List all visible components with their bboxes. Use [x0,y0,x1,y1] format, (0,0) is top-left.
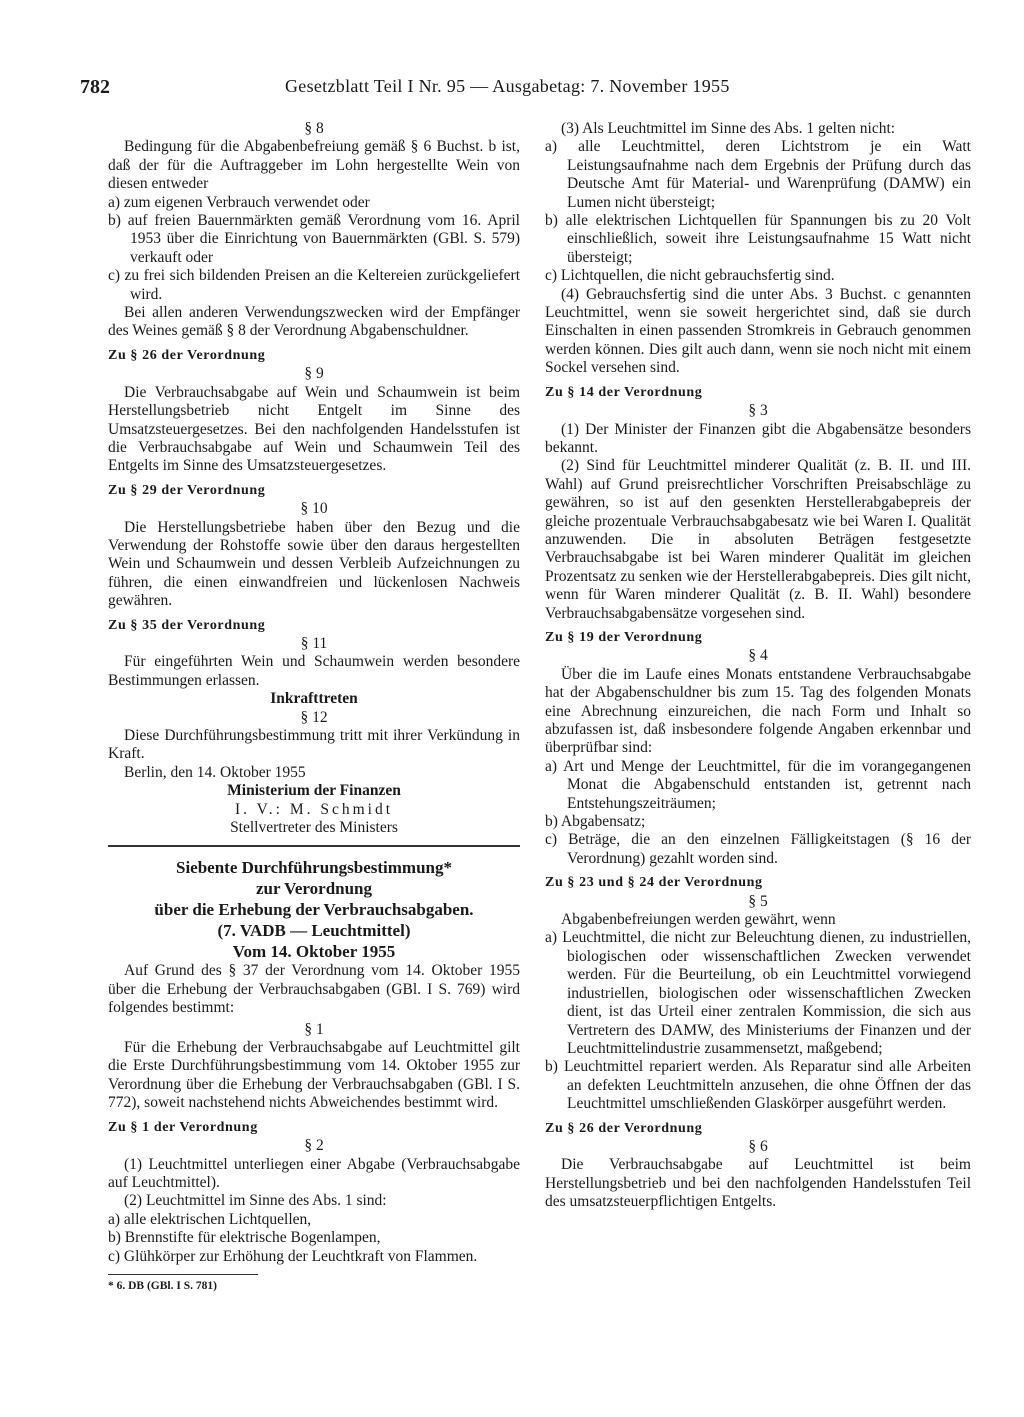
list-item: b) alle elektrischen Lichtquellen für Spannungen bis zu 20 Volt einschließlich, soweit ihre Leistungsaufnahme 15 Watt nicht übersteigt; [545,212,971,266]
list-item: a) Art und Menge der Leuchtmittel, für die im vorangegangenen Monat die Abgabenschuld entstanden ist, getrennt nach Entstehungszeiträumen; [545,757,971,812]
paragraph: (1) Leuchtmittel unterliegen einer Abgabe (Verbrauchsabgabe auf Leuchtmittel). [108,1155,520,1191]
paragraph: (2) Leuchtmittel im Sinne des Abs. 1 sind: [124,1192,387,1210]
page-number: 782 [80,76,110,98]
ordinance-reference: Zu § 26 der Verordnung [108,347,266,363]
paragraph: Für die Erhebung der Verbrauchsabgabe auf Leuchtmittel gilt die Erste Durchführungsbestimmung vom 14. Oktober 1955 zur Verordnung über die Erhebung der Verbrauchsabgaben (GBl. I S. 772), soweit nachstehend nichts Abweichendes bestimmt wird. [108,1039,520,1112]
paragraph: (4) Gebrauchsfertig sind die unter Abs. 3 Buchst. c genannten Leuchtmittel, wenn sie soweit hergerichtet sind, daß sie durch Einschalten in einen passenden Stromkreis in Gebrauch genommen werden können. Dies gilt auch dann, wenn sie noch nicht mit einem Sockel versehen sind. [545,285,971,377]
ordinance-reference: Zu § 23 und § 24 der Verordnung [545,875,763,891]
section-heading: § 1 [304,1020,324,1038]
list-item: c) Lichtquellen, die nicht gebrauchsfertig sind. [545,267,835,285]
signer-role: Stellvertreter des Ministers [230,819,398,837]
footnote-rule [108,1274,258,1275]
subheading-inkrafttreten: Inkrafttreten [270,690,358,708]
document-date: Vom 14. Oktober 1955 [232,942,396,962]
document-title: Siebente Durchführungsbestimmung* [176,858,452,878]
section-heading: § 5 [748,892,768,910]
paragraph: (1) Der Minister der Finanzen gibt die Abgabensätze besonders bekannt. [545,420,971,456]
list-item: c) Glühkörper zur Erhöhung der Leuchtkraft von Flammen. [108,1247,478,1265]
section-heading: § 2 [304,1137,324,1155]
paragraph: Bei allen anderen Verwendungszwecken wird der Empfänger des Weines gemäß § 8 der Verordnung Abgabenschuldner. [108,304,520,340]
section-heading: § 12 [300,708,328,726]
paragraph: Für eingeführten Wein und Schaumwein werden besondere Bestimmungen erlassen. [108,653,520,689]
document-title: (7. VADB — Leuchtmittel) [217,921,411,941]
section-heading: § 9 [304,365,324,383]
running-title: Gesetzblatt Teil I Nr. 95 — Ausgabetag: 7. November 1955 [285,76,730,96]
place-date: Berlin, den 14. Oktober 1955 [124,763,306,781]
paragraph: Abgabenbefreiungen werden gewährt, wenn [561,911,836,929]
paragraph: Diese Durchführungsbestimmung tritt mit ihrer Verkündung in Kraft. [108,727,520,763]
list-item: b) Abgabensatz; [545,813,646,831]
list-item: c) zu frei sich bildenden Preisen an die Keltereien zurückgeliefert wird. [108,267,520,303]
document-title: über die Erhebung der Verbrauchsabgaben. [154,900,474,920]
paragraph: Bedingung für die Abgabenbefreiung gemäß § 6 Buchst. b ist, daß der für die Auftraggeber im Lohn hergestellte Wein von diesen entweder [108,138,520,193]
paragraph: Auf Grund des § 37 der Verordnung vom 14. Oktober 1955 über die Erhebung der Verbrauchsabgaben (GBl. I S. 769) wird folgendes bestimmt: [108,962,520,1017]
list-item: a) alle elektrischen Lichtquellen, [108,1210,312,1228]
section-heading: § 11 [300,634,328,652]
paragraph: (3) Als Leuchtmittel im Sinne des Abs. 1 gelten nicht: [561,120,896,137]
section-heading: § 10 [300,500,328,518]
page-header [80,76,960,106]
ordinance-reference: Zu § 26 der Verordnung [545,1120,703,1136]
ordinance-reference: Zu § 1 der Verordnung [108,1119,258,1135]
signer: I. V.: M. Schmidt [234,800,394,818]
list-item: c) Beträge, die an den einzelnen Fälligkeitstagen (§ 16 der Verordnung) gezahlt worden sind. [545,831,971,867]
section-divider [108,845,520,847]
list-item: b) Brennstifte für elektrische Bogenlampen, [108,1229,381,1247]
ministry-name: Ministerium der Finanzen [227,782,401,800]
list-item: a) Leuchtmittel, die nicht zur Beleuchtung dienen, zu industriellen, biologischen oder wissenschaftlichen Zwecken verwendet werden. Für die Beurteilung, ob ein Leuchtmittel vorwiegend industriellen, biologischen oder wissenschaftlichen Zwecken dient, ist das Urteil einer zentralen Kommission, die sich aus Vertretern des DAMW, des Ministeriums der Finanzen und der Leuchtmittelindustrie zusammensetzt, maßgebend; [545,929,971,1057]
ordinance-reference: Zu § 35 der Verordnung [108,617,266,633]
paragraph: Die Herstellungsbetriebe haben über den Bezug und die Verwendung der Rohstoffe sowie über den daraus hergestellten Wein und Schaumwein und dessen Verbleib Aufzeichnungen zu führen, die einen einwandfreien und lückenlosen Nachweis gewähren. [108,518,520,610]
section-heading: § 4 [748,647,768,665]
list-item: b) auf freien Bauernmärkten gemäß Verordnung vom 16. April 1953 über die Einrichtung von Bauernmärkten (GBl. S. 579) verkauft oder [108,212,520,266]
section-heading: § 3 [748,402,768,420]
ordinance-reference: Zu § 29 der Verordnung [108,482,266,498]
ordinance-reference: Zu § 14 der Verordnung [545,384,703,400]
paragraph: Die Verbrauchsabgabe auf Leuchtmittel ist beim Herstellungsbetrieb und bei den nachfolgenden Handelsstufen Teil des umsatzsteuerpflichtigen Entgelts. [545,1156,971,1211]
section-heading: § 8 [304,120,324,137]
ordinance-reference: Zu § 19 der Verordnung [545,629,703,645]
right-column [545,120,971,1212]
footnote: * 6. DB (GBl. I S. 781) [108,1279,217,1292]
list-item: a) zum eigenen Verbrauch verwendet oder [108,193,370,211]
list-item: a) alle Leuchtmittel, deren Lichtstrom je ein Watt Leistungsaufnahme nach dem Ergebnis der Prüfung durch das Deutsche Amt für Material- und Warenprüfung (DAMW) ein Lumen nicht übersteigt; [545,138,971,211]
section-heading: § 6 [748,1137,768,1155]
paragraph: Über die im Laufe eines Monats entstandene Verbrauchsabgabe hat der Abgabenschuldner bis zum 15. Tag des folgenden Monats eine Abrechnung einzureichen, die nach Form und Inhalt so abzufassen ist, daß insbesondere folgende Angaben erkennbar und überprüfbar sind: [545,665,971,757]
paragraph: Die Verbrauchsabgabe auf Wein und Schaumwein ist beim Herstellungsbetrieb nicht Entgelt im Sinne des Umsatzsteuergesetzes. Bei den nachfolgenden Handelsstufen ist die Verbrauchsabgabe auf Wein und Schaumwein Teil des Entgelts im Sinne des Umsatzsteuergesetzes. [108,383,520,475]
document-title: zur Verordnung [255,879,373,899]
paragraph: (2) Sind für Leuchtmittel minderer Qualität (z. B. II. und III. Wahl) auf Grund preisrechtlicher Vorschriften Preisabschläge zu gewähren, so ist auf den gesenkten Herstellerabgabepreis der gleiche prozentuale Verbrauchsabgabesatz wie bei Waren I. Qualität anzuwenden. Die in absoluten Beträgen festgesetzte Verbrauchsabgabe ist bei Waren minderer Qualität im gleichen Prozentsatz zu senken wie der Herstellerabgabepreis. Dies gilt nicht, wenn für Waren minderer Qualität (z. B. II. Wahl) besondere Verbrauchsabgabensätze vorgesehen sind. [545,457,971,622]
list-item: b) Leuchtmittel repariert werden. Als Reparatur sind alle Arbeiten an defekten Leuchtmitteln anzusehen, die ohne Öffnen der das Leuchtmittel umschließenden Glaskörper ausgeführt werden. [545,1058,971,1113]
left-column [108,120,520,1295]
